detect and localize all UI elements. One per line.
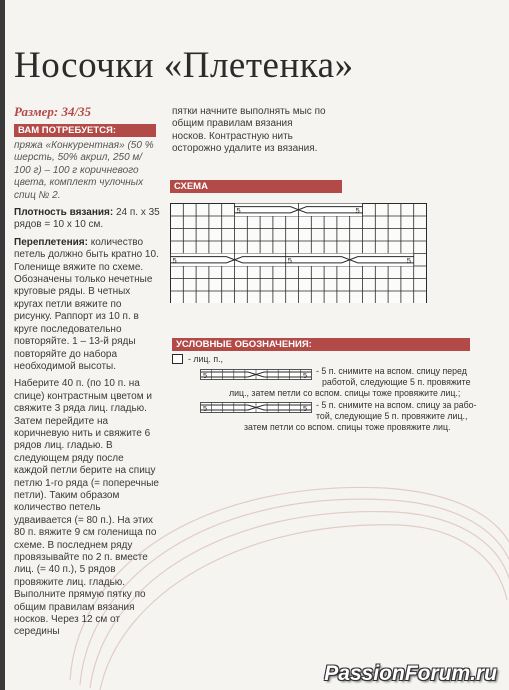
cable-symbol-count: 5: [203, 371, 208, 380]
cable-stitch-count: 5: [236, 206, 241, 215]
cable-back-symbol: [200, 402, 313, 414]
legend-knit: - лиц. п.,: [188, 354, 223, 364]
legend-cable-back-2: той, следующие 5 п. провяжите лиц.,: [316, 411, 468, 421]
materials-text: пряжа «Конкурентная» (50 % шерсть, 50% акрил, 250 м/ 100 г) – 100 г коричневого цвета, комплект чулочных спиц № 2.: [14, 140, 154, 201]
page-spine: [0, 0, 5, 690]
cable-stitch-count: 5: [172, 256, 177, 265]
legend-header: УСЛОВНЫЕ ОБОЗНАЧЕНИЯ:: [172, 338, 470, 351]
cable-front-symbol: [200, 369, 313, 381]
cable-symbol-count: 5: [203, 404, 208, 413]
knit-stitch-symbol: [172, 354, 184, 364]
density-label: Плотность вязания:: [14, 207, 114, 219]
materials-header: ВАМ ПОТРЕБУЕТСЯ:: [14, 124, 156, 137]
knitting-chart: [170, 203, 430, 303]
legend-cable-back-1: - 5 п. снимите на вспом. спицу за рабо-: [316, 400, 477, 410]
legend-cable-front-3: лиц., затем петли со вспом. спицы тоже провяжите лиц.;: [229, 388, 461, 398]
cable-stitch-count: 5: [287, 256, 292, 265]
page-title: Носочки «Плетенка»: [14, 45, 354, 86]
density-paragraph: [14, 207, 160, 232]
legend-cable-front-2: работой, следующие 5 п. провяжите: [322, 377, 471, 387]
weave-text: количество петель должно быть кратно 10. Голенище вяжите по схеме. Обозначены только нечетные круговые ряды. В четных кругах петли вяжите по рисунку. Раппорт из 10 п. в круге последовательно повторяйте. 1 – 13-й ряды повторяйте до набора необходимой высоты.: [14, 236, 159, 372]
cable-stitch-count: 5: [406, 256, 411, 265]
cable-symbol-count: 5: [303, 404, 308, 413]
left-column: [14, 140, 160, 639]
size-label: Размер: 34/35: [14, 104, 92, 119]
weave-label: Переплетения:: [14, 236, 88, 248]
legend-cable-front-1: - 5 п. снимите на вспом. спицу перед: [316, 366, 467, 376]
weave-paragraph: [14, 237, 160, 373]
instructions-text: Наберите 40 п. (по 10 п. на спице) контрастным цветом и свяжите 3 ряда лиц. гладью. Затем перейдите на коричневую нить и свяжите 6 рядов лиц. гладью. В следующем ряду после каждой петли берите на спицу петлю 1-го ряда (= поперечные петли). Таким образом количество петель удваивается (= 80 п.). На этих 80 п. вяжите 9 см голенища по схеме. В последнем ряду провязывайте по 2 п. вместе лиц. (= 40 п.), 5 рядов провяжите лиц. гладью. Выполните прямую пятку по общим правилам вязания носков. Через 12 см от середины: [14, 378, 159, 638]
schema-header: СХЕМА: [170, 180, 342, 193]
watermark-text: PassionForum.ru: [324, 662, 497, 685]
legend-cable-back-3: затем петли со вспом. спицы тоже провяжите лиц.: [244, 422, 451, 432]
cable-stitch-count: 5: [355, 206, 360, 215]
cable-symbol-count: 5: [303, 371, 308, 380]
continuation-text: пятки начните выполнять мыс по общим правилам вязания носков. Контрастную нить осторожно удалите из вязания.: [172, 106, 326, 155]
density-text: 24 п. х 35 рядов = 10 х 10 см.: [14, 207, 160, 231]
